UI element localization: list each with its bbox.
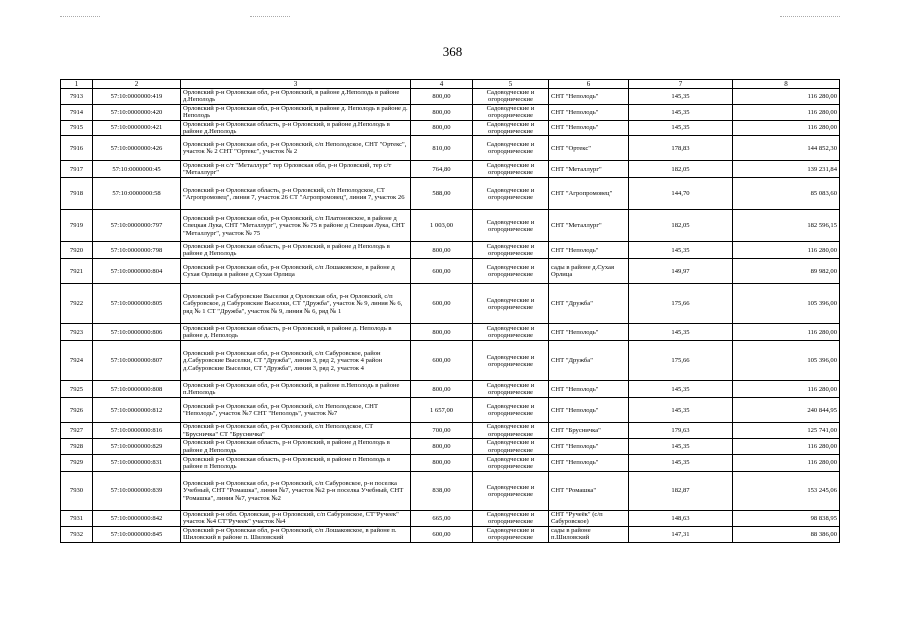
area: 700,00 (411, 423, 473, 439)
table-row (61, 324, 840, 341)
land-use: Садоводческие и огороднические (473, 439, 549, 455)
address: Орловский р-н Орловская область, р-н Орловский, в районе п Неполодь в районе п Неполодь (181, 455, 411, 472)
table-row (61, 511, 840, 527)
table-row (61, 439, 840, 455)
address: Орловский р-н Орловская обл, р-н Орловский, с/п Лошаковское, в районе п. Шиловский в районе п. Шиловский (181, 526, 411, 542)
organization: сады в районе д.Сухая Орлица (549, 259, 629, 284)
column-header: 6 (549, 80, 629, 89)
cadastral-value: 98 838,95 (733, 511, 840, 527)
area: 810,00 (411, 136, 473, 161)
area: 588,00 (411, 178, 473, 210)
land-use: Садоводческие и огороднические (473, 511, 549, 527)
address: Орловский р-н обл. Орловская, р-н Орловский, с/п Сабуровское, СТ"Ручеек" участок №4 СТ"Ручеек" участок №4 (181, 511, 411, 527)
address: Орловский р-н Орловская область, р-н Орловский, в районе д.Неполодь в районе д.Неполодь (181, 120, 411, 136)
table-row (61, 526, 840, 542)
cadastral-number: 57:10:0000000:419 (93, 89, 181, 105)
row-number: 7931 (61, 511, 93, 527)
cadastral-number: 57:10:0000000:804 (93, 259, 181, 284)
row-number: 7922 (61, 284, 93, 324)
row-number: 7920 (61, 242, 93, 259)
table-row (61, 341, 840, 381)
register-table (60, 79, 840, 543)
specific-value: 145,35 (629, 104, 733, 120)
row-number: 7919 (61, 210, 93, 242)
address: Орловский р-н Орловская обл, р-н Орловский, в районе д. Неполодь в районе д. Неполодь (181, 104, 411, 120)
area: 800,00 (411, 120, 473, 136)
specific-value: 145,35 (629, 398, 733, 423)
area: 600,00 (411, 259, 473, 284)
specific-value: 175,66 (629, 341, 733, 381)
address: Орловский р-н Орловская область, р-н Орловский, с/п Неполодское, СТ "Агропромовец", линия 7, участок 26 СТ "Агропромовец", линия 7, участок 26 (181, 178, 411, 210)
row-number: 7930 (61, 472, 93, 511)
area: 600,00 (411, 341, 473, 381)
table-row (61, 423, 840, 439)
specific-value: 145,35 (629, 439, 733, 455)
address: Орловский р-н Орловская обл, р-н Орловский, с/п Лошаковское, в районе д Сухая Орлица в районе д Сухая Орлица (181, 259, 411, 284)
address: Орловский р-н Орловская обл, р-н Орловский, с/п Неполодское, СНТ "Ортекс", участок № 2 СНТ "Ортекс", участок № 2 (181, 136, 411, 161)
cadastral-value: 153 245,06 (733, 472, 840, 511)
organization: СНТ "Дружба" (549, 341, 629, 381)
cadastral-number: 57:10:0000000:797 (93, 210, 181, 242)
scan-artifact (60, 16, 100, 19)
row-number: 7932 (61, 526, 93, 542)
cadastral-number: 57:10:0000000:45 (93, 161, 181, 178)
land-use: Садоводческие и огороднические (473, 284, 549, 324)
area: 1 657,00 (411, 398, 473, 423)
cadastral-value: 116 280,00 (733, 439, 840, 455)
row-number: 7917 (61, 161, 93, 178)
land-use: Садоводческие и огороднические (473, 423, 549, 439)
cadastral-value: 116 280,00 (733, 324, 840, 341)
land-use: Садоводческие и огороднические (473, 455, 549, 472)
organization: СНТ "Агропромовец" (549, 178, 629, 210)
land-use: Садоводческие и огороднические (473, 136, 549, 161)
table-row (61, 136, 840, 161)
table-row (61, 104, 840, 120)
organization: СНТ "Неполодь" (549, 455, 629, 472)
land-use: Садоводческие и огороднические (473, 161, 549, 178)
organization: СНТ "Ортекс" (549, 136, 629, 161)
area: 800,00 (411, 381, 473, 398)
column-header: 3 (181, 80, 411, 89)
organization: СНТ "Ручеёк" (с/п Сабуровское) (549, 511, 629, 527)
row-number: 7929 (61, 455, 93, 472)
organization: СНТ "Неполодь" (549, 324, 629, 341)
land-use: Садоводческие и огороднические (473, 341, 549, 381)
specific-value: 145,35 (629, 120, 733, 136)
area: 800,00 (411, 324, 473, 341)
column-header: 2 (93, 80, 181, 89)
table-row (61, 472, 840, 511)
page-number: 368 (442, 44, 463, 59)
cadastral-value: 116 280,00 (733, 89, 840, 105)
address: Орловский р-н Орловская обл, р-н Орловский, в районе д.Неполодь в районе д.Неполодь (181, 89, 411, 105)
table-row (61, 178, 840, 210)
cadastral-value: 105 396,00 (733, 284, 840, 324)
row-number: 7925 (61, 381, 93, 398)
table-row (61, 381, 840, 398)
land-use: Садоводческие и огороднические (473, 242, 549, 259)
cadastral-value: 116 280,00 (733, 455, 840, 472)
table-row (61, 284, 840, 324)
organization: СНТ "Дружба" (549, 284, 629, 324)
specific-value: 145,35 (629, 455, 733, 472)
organization: СНТ "Металлург" (549, 161, 629, 178)
cadastral-number: 57:10:0000000:806 (93, 324, 181, 341)
organization: сады в районе п.Шиловский (549, 526, 629, 542)
specific-value: 179,63 (629, 423, 733, 439)
table-row (61, 161, 840, 178)
specific-value: 145,35 (629, 89, 733, 105)
area: 800,00 (411, 104, 473, 120)
area: 665,00 (411, 511, 473, 527)
cadastral-value: 85 083,60 (733, 178, 840, 210)
column-header: 7 (629, 80, 733, 89)
organization: СНТ "Металлург" (549, 210, 629, 242)
address: Орловский р-н Орловская область, р-н Орловский, в районе д Неполодь в районе д Неполодь (181, 439, 411, 455)
cadastral-value: 105 396,00 (733, 341, 840, 381)
specific-value: 147,31 (629, 526, 733, 542)
area: 838,00 (411, 472, 473, 511)
scan-artifact (780, 16, 840, 19)
organization: СНТ "Неполодь" (549, 120, 629, 136)
organization: СНТ "Неполодь" (549, 104, 629, 120)
cadastral-value: 240 844,95 (733, 398, 840, 423)
table-row (61, 242, 840, 259)
cadastral-number: 57:10:0000000:816 (93, 423, 181, 439)
specific-value: 145,35 (629, 381, 733, 398)
cadastral-number: 57:10:0000000:58 (93, 178, 181, 210)
row-number: 7924 (61, 341, 93, 381)
address: Орловский р-н Орловская обл, р-н Орловский, с/п Неполодское, СНТ "Неполодь", участок №7 СНТ "Неполодь", участок №7 (181, 398, 411, 423)
area: 800,00 (411, 89, 473, 105)
land-use: Садоводческие и огороднические (473, 526, 549, 542)
row-number: 7921 (61, 259, 93, 284)
specific-value: 145,35 (629, 324, 733, 341)
row-number: 7923 (61, 324, 93, 341)
cadastral-value: 125 741,00 (733, 423, 840, 439)
cadastral-value: 89 982,00 (733, 259, 840, 284)
column-header: 4 (411, 80, 473, 89)
organization: СНТ "Неполодь" (549, 242, 629, 259)
area: 600,00 (411, 526, 473, 542)
organization: СНТ "Ромашка" (549, 472, 629, 511)
row-number: 7915 (61, 120, 93, 136)
land-use: Садоводческие и огороднические (473, 324, 549, 341)
cadastral-number: 57:10:0000000:808 (93, 381, 181, 398)
row-number: 7918 (61, 178, 93, 210)
table-row (61, 455, 840, 472)
area: 800,00 (411, 439, 473, 455)
address: Орловский р-н с/т "Металлург" тер Орловская обл, р-н Орловский, тер с/т "Металлург" (181, 161, 411, 178)
specific-value: 182,05 (629, 210, 733, 242)
cadastral-value: 116 280,00 (733, 104, 840, 120)
area: 1 003,00 (411, 210, 473, 242)
area: 600,00 (411, 284, 473, 324)
specific-value: 182,05 (629, 161, 733, 178)
land-use: Садоводческие и огороднические (473, 398, 549, 423)
cadastral-number: 57:10:0000000:812 (93, 398, 181, 423)
cadastral-number: 57:10:0000000:845 (93, 526, 181, 542)
row-number: 7914 (61, 104, 93, 120)
land-use: Садоводческие и огороднические (473, 89, 549, 105)
cadastral-value: 88 386,00 (733, 526, 840, 542)
row-number: 7928 (61, 439, 93, 455)
cadastral-number: 57:10:0000000:842 (93, 511, 181, 527)
organization: СНТ "Неполодь" (549, 381, 629, 398)
table-row (61, 398, 840, 423)
specific-value: 148,63 (629, 511, 733, 527)
row-number: 7927 (61, 423, 93, 439)
cadastral-number: 57:10:0000000:426 (93, 136, 181, 161)
row-number: 7916 (61, 136, 93, 161)
land-use: Садоводческие и огороднические (473, 472, 549, 511)
column-header: 1 (61, 80, 93, 89)
area: 800,00 (411, 455, 473, 472)
area: 800,00 (411, 242, 473, 259)
land-use: Садоводческие и огороднические (473, 120, 549, 136)
cadastral-value: 144 852,30 (733, 136, 840, 161)
land-use: Садоводческие и огороднические (473, 259, 549, 284)
cadastral-number: 57:10:0000000:807 (93, 341, 181, 381)
cadastral-number: 57:10:0000000:805 (93, 284, 181, 324)
column-header: 5 (473, 80, 549, 89)
table-row (61, 259, 840, 284)
specific-value: 178,83 (629, 136, 733, 161)
address: Орловский р-н Орловская обл, р-н Орловский, с/п Платоновское, в районе д Спецкая Лука, СНТ "Металлург", участок № 75 в районе д Спецкая Лука, СНТ "Металлург", участок № 75 (181, 210, 411, 242)
cadastral-number: 57:10:0000000:421 (93, 120, 181, 136)
cadastral-number: 57:10:0000000:798 (93, 242, 181, 259)
specific-value: 144,70 (629, 178, 733, 210)
area: 764,80 (411, 161, 473, 178)
cadastral-number: 57:10:0000000:839 (93, 472, 181, 511)
cadastral-value: 116 280,00 (733, 242, 840, 259)
table-row (61, 120, 840, 136)
specific-value: 145,35 (629, 242, 733, 259)
specific-value: 182,87 (629, 472, 733, 511)
specific-value: 149,97 (629, 259, 733, 284)
scan-artifact (250, 16, 290, 19)
land-use: Садоводческие и огороднические (473, 104, 549, 120)
land-use: Садоводческие и огороднические (473, 178, 549, 210)
cadastral-value: 116 280,00 (733, 120, 840, 136)
cadastral-number: 57:10:0000000:829 (93, 439, 181, 455)
table-row (61, 89, 840, 105)
address: Орловский р-н Сабуровские Выселки д Орловская обл, р-н Орловский, с/п Сабуровское, д Сабуровские Выселки, СТ "Дружба", участок № 9, линия № 6, ряд № 1 СТ "Дружба", участок № 9, линия № 6, ряд № 1 (181, 284, 411, 324)
address: Орловский р-н Орловская обл, р-н Орловский, в районе п.Неполодь в районе п.Неполодь (181, 381, 411, 398)
address: Орловский р-н Орловская обл, р-н Орловский, с/п Сабуровское, район д.Сабуровские Выселки, СТ "Дружба", линия 3, ряд 2, участок 4 район д.Сабуровские Выселки, СТ "Дружба", линия 3, ряд 2, участок 4 (181, 341, 411, 381)
table-row (61, 210, 840, 242)
header-row (61, 80, 840, 89)
address: Орловский р-н Орловская область, р-н Орловский, в районе д. Неполодь в районе д. Неполодь (181, 324, 411, 341)
address: Орловский р-н Орловская область, р-н Орловский, в районе д Неполодь в районе д Неполодь (181, 242, 411, 259)
cadastral-value: 182 596,15 (733, 210, 840, 242)
specific-value: 175,66 (629, 284, 733, 324)
organization: СНТ "Неполодь" (549, 398, 629, 423)
row-number: 7926 (61, 398, 93, 423)
address: Орловский р-н Орловская обл, р-н Орловский, с/п Неполодское, СТ "Брусничка" СТ "Брусничка" (181, 423, 411, 439)
row-number: 7913 (61, 89, 93, 105)
cadastral-number: 57:10:0000000:420 (93, 104, 181, 120)
organization: СНТ "Брусничка" (549, 423, 629, 439)
cadastral-value: 139 231,84 (733, 161, 840, 178)
cadastral-value: 116 280,00 (733, 381, 840, 398)
cadastral-number: 57:10:0000000:831 (93, 455, 181, 472)
column-header: 8 (733, 80, 840, 89)
address: Орловский р-н Орловская обл, р-н Орловский, с/п Сабуровское, р-н поселка Учебный, СНТ "Ромашка", линия №7, участок №2 р-н поселка Учебный, СНТ "Ромашка", линия №7, участок №2 (181, 472, 411, 511)
land-use: Садоводческие и огороднические (473, 381, 549, 398)
organization: СНТ "Неполодь" (549, 89, 629, 105)
land-use: Садоводческие и огороднические (473, 210, 549, 242)
organization: СНТ "Неполодь" (549, 439, 629, 455)
